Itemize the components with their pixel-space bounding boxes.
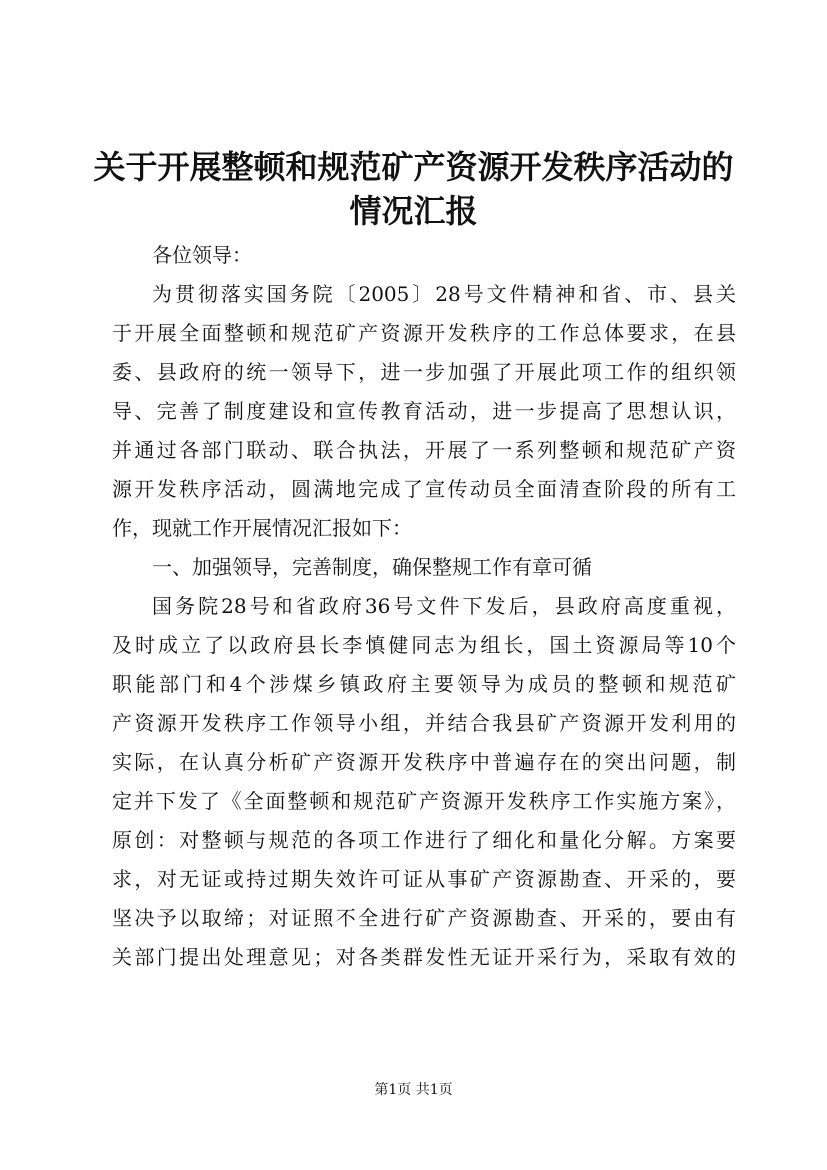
paragraph-line: 坚决予以取缔；对证照不全进行矿产资源勘查、开采的，要由有 xyxy=(112,906,736,930)
document-title-line-2: 情况汇报 xyxy=(349,192,478,230)
paragraph-line: 国务院28号和省政府36号文件下发后，县政府高度重视， xyxy=(152,594,736,618)
document-title-line-1: 关于开展整顿和规范矿产资源开发秩序活动的 xyxy=(93,148,734,186)
paragraph-line: 定并下发了《全面整顿和规范矿产资源开发秩序工作实施方案》， xyxy=(112,789,736,813)
paragraph-line: 关部门提出处理意见；对各类群发性无证开采行为，采取有效的 xyxy=(112,945,736,969)
paragraph-line: 作，现就工作开展情况汇报如下： xyxy=(112,516,412,540)
paragraph-line: 委、县政府的统一领导下，进一步加强了开展此项工作的组织领 xyxy=(112,360,736,384)
paragraph-line: 于开展全面整顿和规范矿产资源开发秩序的工作总体要求，在县 xyxy=(112,321,736,345)
paragraph-line: 原创：对整顿与规范的各项工作进行了细化和量化分解。方案要 xyxy=(112,828,736,852)
page-footer: 第1页 共1页 xyxy=(374,1082,453,1098)
paragraph-line: 为贯彻落实国务院〔2005〕28号文件精神和省、市、县关 xyxy=(152,282,736,306)
paragraph-line: 实际，在认真分析矿产资源开发秩序中普遍存在的突出问题，制 xyxy=(112,750,736,774)
paragraph-line: 及时成立了以政府县长李慎健同志为组长，国土资源局等10个 xyxy=(112,633,736,657)
paragraph-line: 源开发秩序活动，圆满地完成了宣传动员全面清查阶段的所有工 xyxy=(112,477,736,501)
document-body xyxy=(112,236,736,977)
paragraph-line: 产资源开发秩序工作领导小组，并结合我县矿产资源开发利用的 xyxy=(112,711,736,735)
paragraph-line: 导、完善了制度建设和宣传教育活动，进一步提高了思想认识， xyxy=(112,399,736,423)
section-heading: 一、加强领导，完善制度，确保整规工作有章可循 xyxy=(152,555,592,579)
paragraph-line: 并通过各部门联动、联合执法，开展了一系列整顿和规范矿产资 xyxy=(112,438,736,462)
paragraph-line: 职能部门和4个涉煤乡镇政府主要领导为成员的整顿和规范矿 xyxy=(112,672,736,696)
paragraph-line: 求，对无证或持过期失效许可证从事矿产资源勘查、开采的，要 xyxy=(112,867,736,891)
salutation: 各位领导： xyxy=(152,243,252,267)
